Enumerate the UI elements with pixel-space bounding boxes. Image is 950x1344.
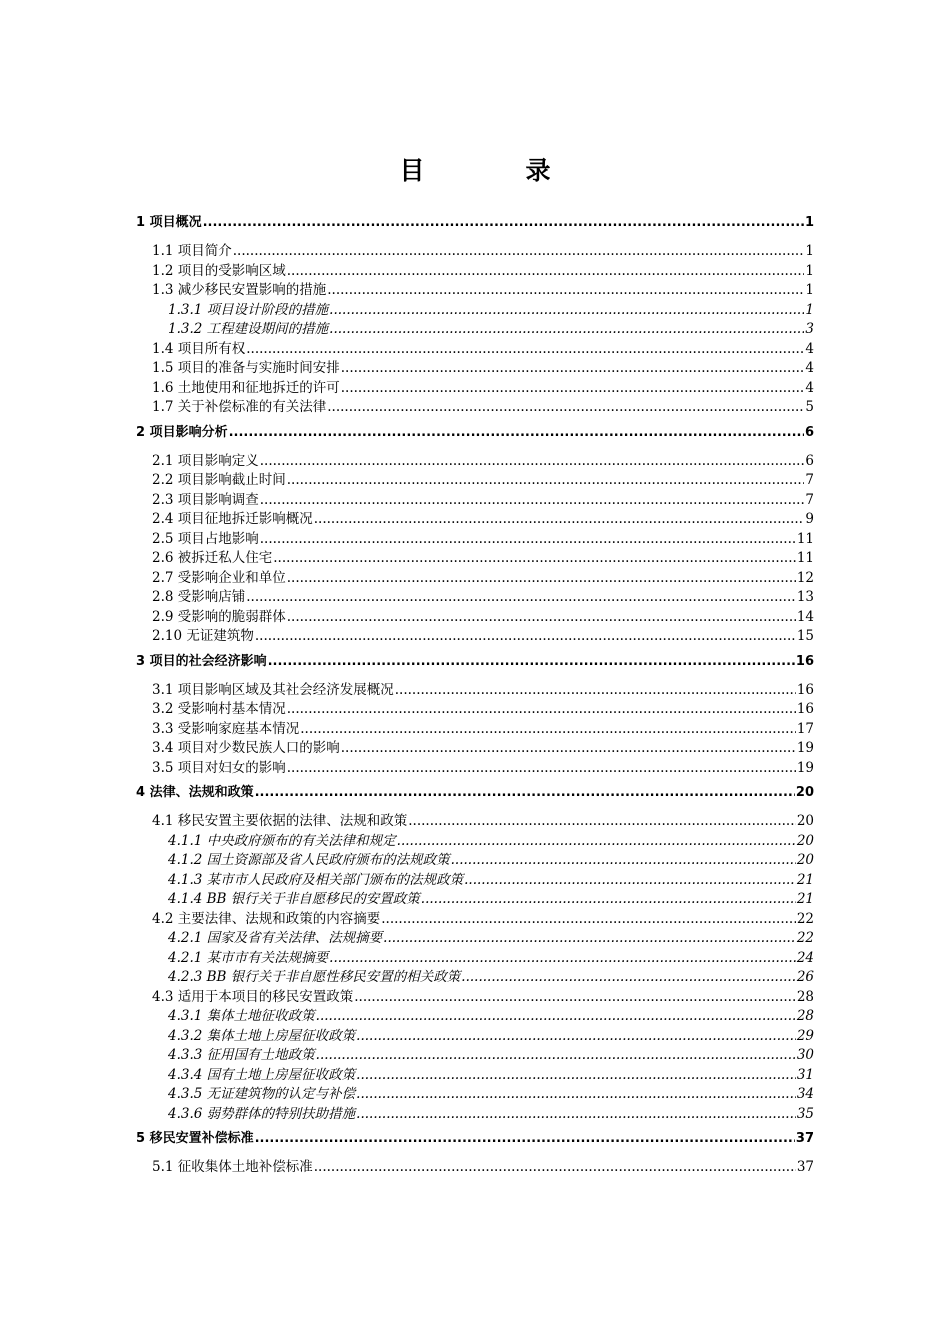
toc-dot-leader: [356, 1105, 796, 1125]
toc-dot-leader: [354, 988, 796, 1008]
toc-dot-leader: [341, 379, 805, 399]
toc-entry[interactable]: [136, 212, 814, 233]
toc-entry[interactable]: [136, 262, 814, 282]
toc-entry[interactable]: [136, 320, 814, 340]
toc-entry-title: 2.2 项目影响截止时间: [152, 472, 286, 488]
toc-entry[interactable]: [136, 569, 814, 589]
toc-entry[interactable]: [136, 949, 814, 969]
toc-entry-title: 1.6 土地使用和征地拆迁的许可: [152, 379, 340, 396]
toc-page-number: 13: [796, 589, 814, 605]
toc-page-number: 1: [805, 243, 814, 259]
toc-page-number: 11: [796, 530, 814, 547]
toc-entry[interactable]: [136, 890, 814, 910]
toc-dot-leader: [255, 1128, 795, 1149]
toc-page-number: 4: [805, 360, 814, 376]
toc-page-number: 1: [804, 215, 814, 230]
toc-entry-title: 3.4 项目对少数民族人口的影响: [152, 740, 340, 756]
toc-entry[interactable]: [136, 651, 814, 672]
toc-entry[interactable]: [136, 968, 814, 988]
toc-entry[interactable]: [136, 608, 814, 628]
toc-entry[interactable]: [136, 851, 814, 871]
toc-entry-title: 4.3.4 国有土地上房屋征收政策: [168, 1066, 356, 1083]
toc-page-number: 19: [796, 759, 814, 776]
toc-entry[interactable]: [136, 281, 814, 301]
toc-entry-title: 5 移民安置补偿标准: [136, 1131, 254, 1146]
toc-dot-leader: [287, 471, 805, 491]
toc-page-number: 12: [796, 569, 814, 586]
toc-entry[interactable]: [136, 681, 814, 701]
toc-dot-leader: [395, 681, 796, 701]
toc-page-number: 28: [796, 988, 814, 1005]
toc-page-number: 34: [796, 1086, 814, 1102]
toc-page-number: 21: [796, 871, 814, 888]
toc-entry[interactable]: [136, 1128, 814, 1149]
toc-entry-title: 1.2 项目的受影响区域: [152, 262, 286, 279]
toc-entry-title: 4.1.4 BB 银行关于非自愿移民的安置政策: [168, 891, 420, 907]
toc-page-number: 9: [805, 511, 814, 527]
toc-page-number: 28: [796, 1008, 814, 1024]
toc-entry-title: 2.9 受影响的脆弱群体: [152, 608, 286, 625]
toc-page-number: 6: [805, 452, 814, 469]
toc-dot-leader: [451, 851, 796, 871]
toc-dot-leader: [255, 627, 796, 647]
toc-entry[interactable]: [136, 720, 814, 740]
toc-entry[interactable]: [136, 359, 814, 379]
toc-entry[interactable]: [136, 929, 814, 949]
toc-entry-title: 2.7 受影响企业和单位: [152, 569, 286, 586]
toc-dot-leader: [327, 281, 804, 301]
toc-page-number: 1: [805, 282, 814, 298]
toc-entry-title: 3.1 项目影响区域及其社会经济发展概况: [152, 681, 394, 698]
toc-entry[interactable]: [136, 700, 814, 720]
toc-entry-title: 4.2.1 某市市有关法规摘要: [168, 949, 329, 966]
toc-page-number: 4: [805, 340, 814, 357]
page-title: 目 录: [399, 156, 589, 185]
toc-entry[interactable]: [136, 910, 814, 930]
toc-entry[interactable]: [136, 988, 814, 1008]
toc-dot-leader: [464, 871, 796, 891]
toc-dot-leader: [327, 398, 804, 418]
toc-entry-title: 3 项目的社会经济影响: [136, 653, 267, 669]
toc-page-number: 1: [805, 301, 814, 318]
toc-entry-title: 2.4 项目征地拆迁影响概况: [152, 511, 313, 527]
toc-entry-title: 2.3 项目影响调查: [152, 491, 259, 508]
toc-entry[interactable]: [136, 782, 814, 803]
toc-dot-leader: [287, 700, 796, 720]
toc-entry-title: 1.7 关于补偿标准的有关法律: [152, 399, 327, 415]
toc-page-number: 37: [795, 1131, 814, 1146]
toc-entry-title: 4.3.6 弱势群体的特别扶助措施: [168, 1105, 356, 1122]
toc-dot-leader: [421, 890, 796, 910]
toc-entry[interactable]: [136, 422, 814, 443]
toc-page-number: 16: [795, 653, 814, 669]
toc-page-number: 22: [796, 910, 814, 927]
toc-entry-title: 4.3 适用于本项目的移民安置政策: [152, 988, 354, 1005]
toc-entry[interactable]: [136, 627, 814, 647]
toc-entry-title: 4.2 主要法律、法规和政策的内容摘要: [152, 910, 381, 927]
toc-page-number: 24: [796, 949, 814, 966]
toc-entry-title: 4.2.3 BB 银行关于非自愿性移民安置的相关政策: [168, 969, 461, 985]
toc-page-number: 30: [796, 1047, 814, 1063]
toc-entry-title: 4.1.2 国土资源部及省人民政府颁布的法规政策: [168, 852, 450, 868]
toc-page-number: 21: [796, 891, 814, 907]
toc-dot-leader: [260, 530, 796, 550]
toc-page-number: 37: [796, 1159, 814, 1175]
toc-page-number: 5: [805, 399, 814, 415]
toc-dot-leader: [461, 968, 796, 988]
toc-entry-title: 2.5 项目占地影响: [152, 530, 259, 547]
toc-entry[interactable]: [136, 379, 814, 399]
toc-dot-leader: [381, 910, 796, 930]
toc-dot-leader: [229, 422, 804, 443]
toc-page-number: 20: [795, 785, 814, 800]
toc-entry[interactable]: [136, 1105, 814, 1125]
toc-page-number: 19: [796, 740, 814, 756]
toc-page-number: 15: [796, 628, 814, 644]
toc-entry[interactable]: [136, 1158, 814, 1178]
toc-dot-leader: [383, 929, 796, 949]
toc-dot-leader: [246, 340, 804, 360]
toc-dot-leader: [329, 320, 804, 340]
toc-page-number: 22: [796, 930, 814, 946]
toc-page-number: 20: [796, 813, 814, 829]
toc-entry-title: 1.4 项目所有权: [152, 340, 246, 357]
toc-page-number: 20: [796, 832, 814, 849]
toc-dot-leader: [314, 1158, 796, 1178]
toc-entry-title: 2 项目影响分析: [136, 424, 228, 440]
toc-dot-leader: [287, 262, 805, 282]
toc-entry[interactable]: [136, 739, 814, 759]
toc-dot-leader: [300, 720, 796, 740]
toc-dot-leader: [408, 812, 796, 832]
toc-entry[interactable]: [136, 491, 814, 511]
toc-dot-leader: [356, 1027, 796, 1047]
toc-page-number: 14: [796, 608, 814, 625]
toc-dot-leader: [287, 759, 796, 779]
toc-entry-title: 1.3.1 项目设计阶段的措施: [168, 301, 329, 318]
toc-page-number: 16: [796, 681, 814, 698]
toc-entry[interactable]: [136, 1027, 814, 1047]
toc-entry-title: 4.1 移民安置主要依据的法律、法规和政策: [152, 813, 408, 829]
toc-page-number: 6: [804, 424, 814, 440]
toc-dot-leader: [268, 651, 795, 672]
toc-entry-title: 2.1 项目影响定义: [152, 452, 259, 469]
toc-dot-leader: [260, 452, 805, 472]
toc-entry[interactable]: [136, 471, 814, 491]
toc-dot-leader: [316, 1007, 796, 1027]
toc-dot-leader: [316, 1046, 796, 1066]
toc-entry-title: 4.1.3 某市市人民政府及相关部门颁布的法规政策: [168, 871, 464, 888]
toc-entry-title: 4.3.1 集体土地征收政策: [168, 1008, 315, 1024]
toc-page-number: 7: [805, 491, 814, 508]
toc-entry[interactable]: [136, 1085, 814, 1105]
toc-entry-title: 4.3.3 征用国有土地政策: [168, 1047, 315, 1063]
toc-entry-title: 3.2 受影响村基本情况: [152, 701, 286, 717]
toc-entry[interactable]: [136, 812, 814, 832]
toc-entry[interactable]: [136, 398, 814, 418]
toc-dot-leader: [255, 782, 795, 803]
toc-entry[interactable]: [136, 871, 814, 891]
toc-dot-leader: [397, 832, 796, 852]
toc-entry[interactable]: [136, 549, 814, 569]
toc-page-number: 20: [796, 852, 814, 868]
toc-entry-title: 4.3.5 无证建筑物的认定与补偿: [168, 1086, 356, 1102]
toc-page-number: 7: [805, 472, 814, 488]
toc-entry-title: 4.3.2 集体土地上房屋征收政策: [168, 1027, 356, 1044]
toc-dot-leader: [329, 949, 796, 969]
toc-dot-leader: [314, 510, 805, 530]
toc-entry-title: 1.5 项目的准备与实施时间安排: [152, 360, 340, 376]
toc-dot-leader: [356, 1066, 796, 1086]
toc-page-number: 35: [796, 1105, 814, 1122]
toc-dot-leader: [329, 301, 804, 321]
toc-entry[interactable]: [136, 242, 814, 262]
toc-page-number: 17: [796, 720, 814, 737]
toc-entry-title: 2.10 无证建筑物: [152, 628, 254, 644]
toc-entry[interactable]: [136, 530, 814, 550]
toc-entry-title: 1.3.2 工程建设期间的措施: [168, 321, 329, 337]
toc-dot-leader: [246, 588, 796, 608]
toc-dot-leader: [287, 608, 796, 628]
toc-page-number: 4: [805, 379, 814, 396]
toc-page-number: 3: [805, 321, 814, 337]
toc-dot-leader: [203, 212, 804, 233]
toc-entry-title: 1 项目概况: [136, 215, 202, 230]
toc-entry-title: 3.5 项目对妇女的影响: [152, 759, 286, 776]
toc-entry-title: 5.1 征收集体土地补偿标准: [152, 1159, 313, 1175]
toc-dot-leader: [341, 739, 796, 759]
toc-entry[interactable]: [136, 832, 814, 852]
toc-page-number: 26: [796, 969, 814, 985]
toc-dot-leader: [356, 1085, 796, 1105]
toc-entry[interactable]: [136, 1007, 814, 1027]
toc-entry[interactable]: [136, 340, 814, 360]
toc-entry-title: 4.2.1 国家及省有关法律、法规摘要: [168, 930, 383, 946]
toc-page-number: 29: [796, 1027, 814, 1044]
toc-entry[interactable]: [136, 510, 814, 530]
toc-dot-leader: [260, 491, 805, 511]
toc-dot-leader: [233, 242, 805, 262]
toc-entry-title: 4.1.1 中央政府颁布的有关法律和规定: [168, 832, 396, 849]
toc-entry-title: 1.1 项目简介: [152, 243, 232, 259]
toc-entry-title: 4 法律、法规和政策: [136, 785, 254, 800]
toc-page-number: 11: [796, 550, 814, 566]
toc-dot-leader: [273, 549, 796, 569]
table-of-contents: [136, 212, 814, 1178]
toc-entry-title: 2.8 受影响店铺: [152, 589, 246, 605]
toc-entry[interactable]: [136, 759, 814, 779]
toc-entry[interactable]: [136, 1066, 814, 1086]
toc-entry-title: 3.3 受影响家庭基本情况: [152, 720, 300, 737]
toc-entry[interactable]: [136, 452, 814, 472]
toc-dot-leader: [341, 359, 805, 379]
toc-page-number: 1: [805, 262, 814, 279]
toc-entry-title: 2.6 被拆迁私人住宅: [152, 550, 273, 566]
toc-page-number: 16: [796, 701, 814, 717]
toc-entry[interactable]: [136, 588, 814, 608]
toc-entry[interactable]: [136, 301, 814, 321]
toc-entry-title: 1.3 减少移民安置影响的措施: [152, 282, 327, 298]
toc-entry[interactable]: [136, 1046, 814, 1066]
toc-dot-leader: [287, 569, 796, 589]
toc-page-number: 31: [796, 1066, 814, 1083]
